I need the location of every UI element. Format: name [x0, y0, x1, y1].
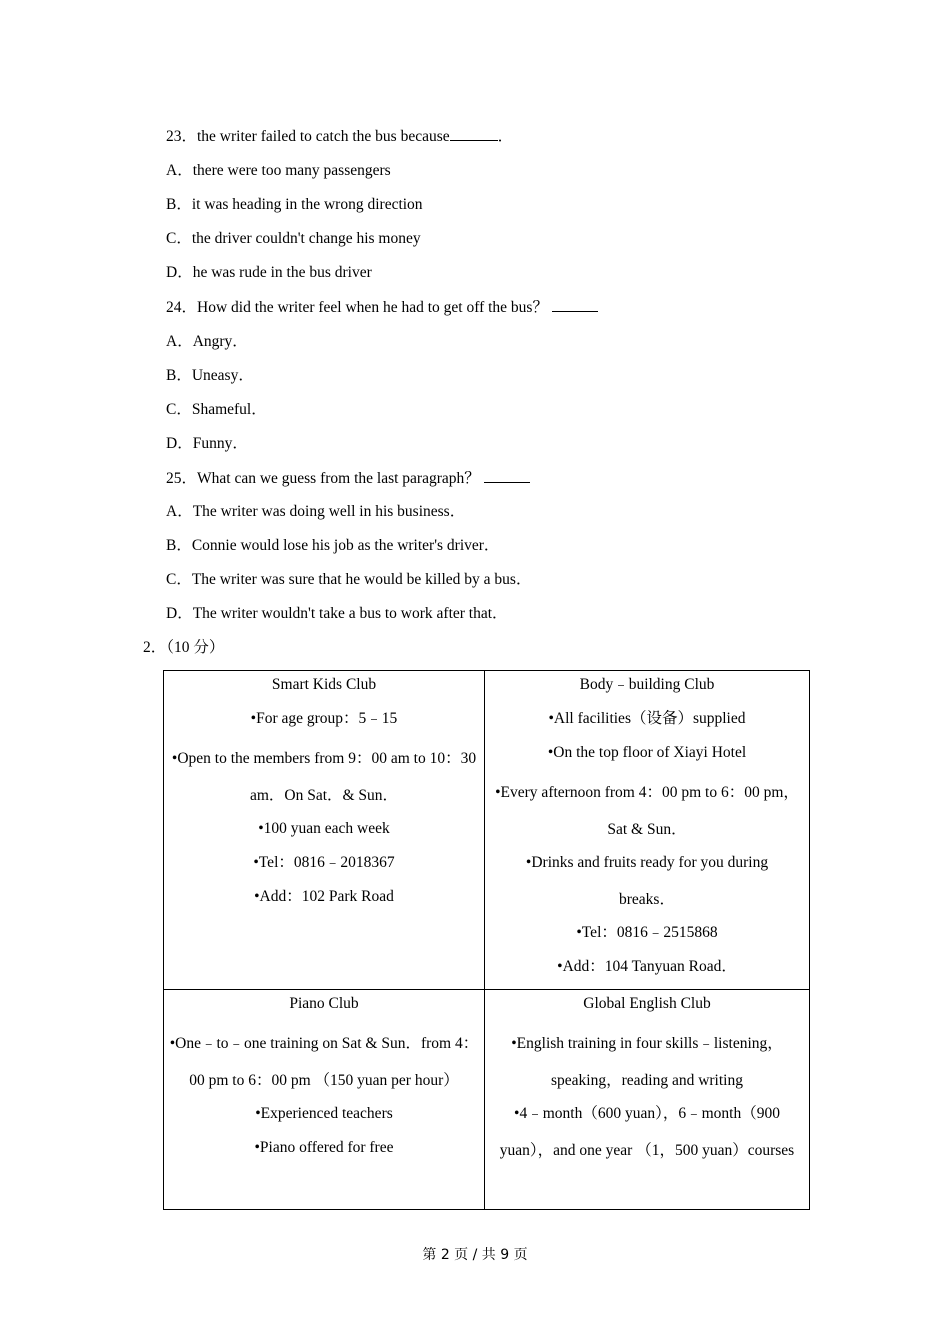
club-info-line: •Open to the members from 9：00 am to 10：30 am．On Sat．& Sun．: [171, 750, 477, 804]
question-25-stem: [166, 468, 530, 489]
answer-blank: [484, 468, 530, 483]
answer-blank: [450, 126, 498, 141]
club-info-line: •All facilities（设备）supplied: [548, 710, 746, 727]
table-row: [164, 671, 810, 990]
club-info-line: •4﹣month（600 yuan），6﹣month（900 yuan），and one year （1，500 yuan）courses: [499, 1105, 795, 1159]
page-number-footer: 第 2 页 / 共 9 页: [422, 1247, 528, 1263]
club-info-line: •Tel：0816﹣2515868: [576, 924, 718, 941]
club-info-line: •Every afternoon from 4：00 pm to 6：00 pm，Sat & Sun．: [495, 784, 799, 838]
club-cell-global-english: [485, 990, 810, 1210]
section-heading: 2．（10 分）: [143, 639, 225, 656]
question-23-option-d: D．he was rude in the bus driver: [166, 264, 372, 281]
club-cell-body-building: [485, 671, 810, 990]
question-stem-text: 23．the writer failed to catch the bus because: [166, 128, 450, 145]
question-23-option-b: B．it was heading in the wrong direction: [166, 196, 423, 213]
question-25-option-b: B．Connie would lose his job as the writer's driver．: [166, 537, 500, 554]
question-stem-text: 25．What can we guess from the last paragraph？: [166, 470, 480, 487]
answer-blank: [552, 297, 598, 312]
question-stem-suffix: ．: [497, 128, 514, 145]
question-25-option-a: A．The writer was doing well in his business．: [166, 503, 466, 520]
table-row: [164, 990, 810, 1210]
question-24-option-c: C．Shameful．: [166, 401, 267, 418]
question-23-option-c: C．the driver couldn't change his money: [166, 230, 421, 247]
club-info-line: •For age group：5﹣15: [250, 710, 398, 727]
question-stem-text: 24．How did the writer feel when he had to get off the bus？: [166, 299, 548, 316]
question-23-stem: [166, 126, 513, 147]
question-25-option-c: C．The writer was sure that he would be killed by a bus．: [166, 571, 532, 588]
club-info-line: •Drinks and fruits ready for you during breaks．: [525, 854, 769, 908]
question-25-option-d: D．The writer wouldn't take a bus to work after that．: [166, 605, 508, 622]
club-info-line: •On the top floor of Xiayi Hotel: [547, 744, 747, 761]
club-title: Piano Club: [289, 995, 359, 1012]
club-info-line: •Piano offered for free: [254, 1139, 394, 1156]
question-23-option-a: A．there were too many passengers: [166, 162, 391, 179]
club-info-line: •English training in four skills﹣listening，speaking，reading and writing: [511, 1035, 783, 1089]
question-24-option-a: A．Angry．: [166, 333, 248, 350]
question-24-option-b: B．Uneasy．: [166, 367, 254, 384]
club-title: Smart Kids Club: [271, 676, 377, 693]
club-info-line: •Add：102 Park Road: [254, 888, 394, 905]
club-info-line: •100 yuan each week: [258, 820, 390, 837]
clubs-table: [163, 670, 810, 1210]
club-cell-piano: [164, 990, 485, 1210]
club-info-line: •Add：104 Tanyuan Road．: [557, 958, 737, 975]
club-cell-smart-kids: [164, 671, 485, 990]
club-info-line: •Tel：0816﹣2018367: [253, 854, 395, 871]
question-24-stem: [166, 297, 598, 318]
club-title: Body﹣building Club: [579, 676, 715, 693]
club-info-line: •One﹣to﹣one training on Sat & Sun．from 4：00 pm to 6：00 pm （150 yuan per hour）: [169, 1035, 479, 1089]
club-info-line: •Experienced teachers: [255, 1105, 393, 1122]
club-title: Global English Club: [583, 995, 711, 1012]
question-24-option-d: D．Funny．: [166, 435, 248, 452]
